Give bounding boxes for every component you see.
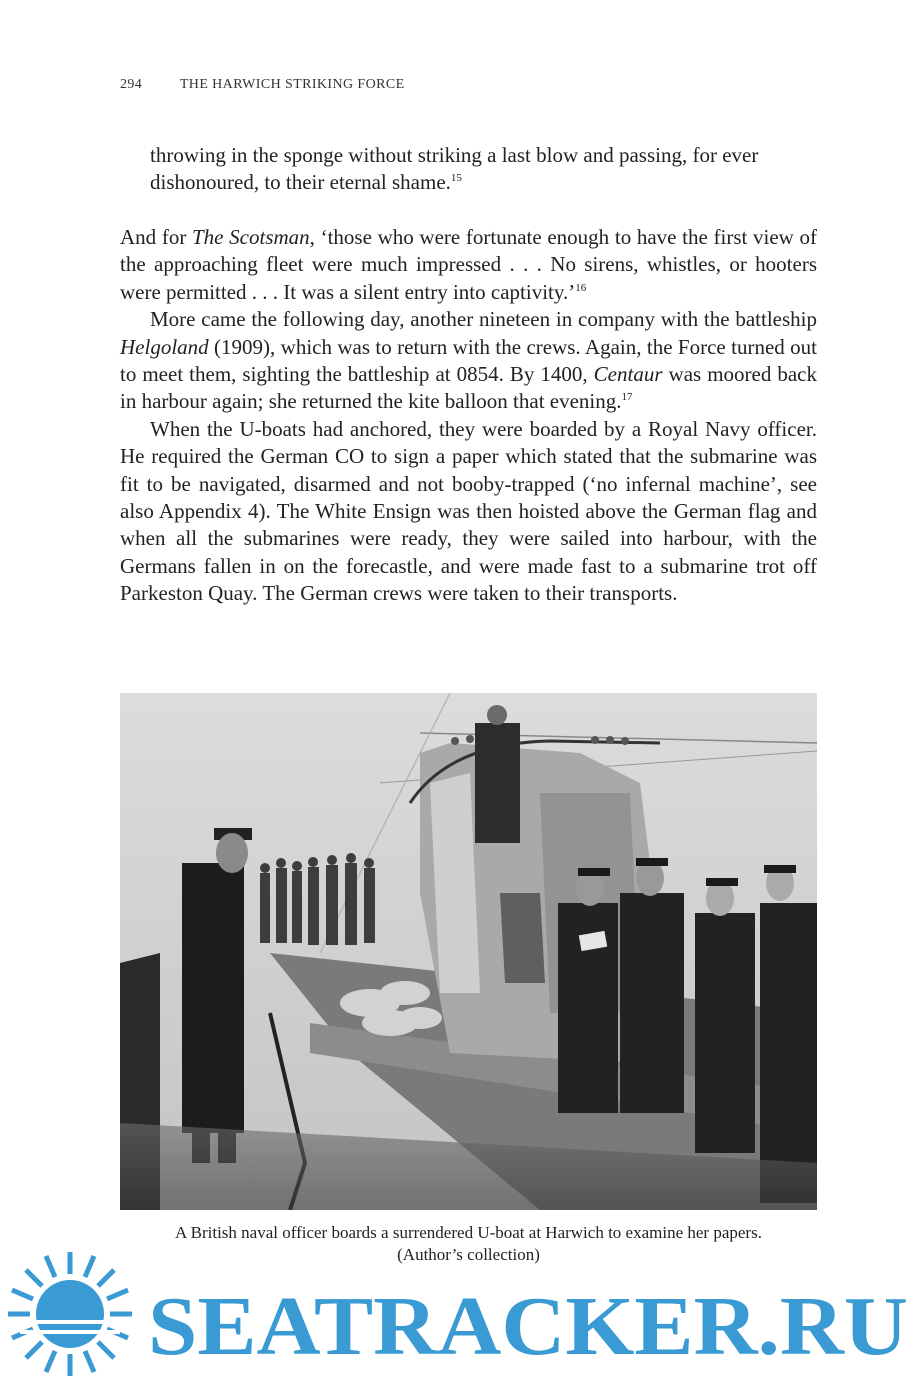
paragraph-1-text-a: And for <box>120 225 192 249</box>
uboat-photograph <box>120 693 817 1210</box>
footnote-ref-16[interactable]: 16 <box>575 281 587 294</box>
running-head <box>120 77 405 93</box>
footnote-ref-15[interactable]: 15 <box>450 172 462 185</box>
running-title: THE HARWICH STRIKING FORCE <box>179 77 405 92</box>
body-text <box>120 224 817 608</box>
paragraph-2-text-c: (1909), which was to return with the crews. Again, the Force turned out to meet them, sighting the battleship at 0854. By 1400, <box>120 334 817 387</box>
paragraph-2-text-e: was moored back in harbour again; she returned the kite balloon that evening. <box>120 362 818 414</box>
paragraph-1-text-c: , ‘those who were fortunate enough to have the first view of the approaching fleet were much impressed . . . No sirens, whistles, or hooters were permitted . . . It was a silent entry into captivity.’ <box>120 225 817 304</box>
paragraph-2 <box>120 306 817 416</box>
ship-name-helgoland: Helgoland <box>120 334 209 359</box>
caption-line-1: A British naval officer boards a surrendered U-boat at Harwich to examine her papers. <box>175 1223 762 1242</box>
block-quote <box>150 142 790 197</box>
photo-illustration <box>120 693 817 1210</box>
watermark <box>0 1248 923 1385</box>
watermark-graphic <box>0 1248 923 1385</box>
paragraph-3: When the U-boats had anchored, they were boarded by a Royal Navy officer. He required the German CO to sign a paper which stated that the submarine was fit to be navigated, disarmed and not booby-trapped (‘no infernal machine’, see also Appendix 4). The White Ensign was then hoisted above the German flag and when all the submarines were ready, they were sailed into harbour, with the Germans fallen in on the forecastle, and were made fast to a submarine trot off Parkeston Quay. The German crews were taken to their transports. <box>120 416 817 606</box>
newspaper-title: The Scotsman <box>192 225 310 249</box>
paragraph-1 <box>120 224 817 306</box>
watermark-text: SEATRACKER.RU <box>148 1280 908 1373</box>
caption-credit: (Author’s collection) <box>397 1245 540 1264</box>
paragraph-2-text-a: More came the following day, another nineteen in company with the battleship <box>150 307 817 332</box>
footnote-ref-17[interactable]: 17 <box>621 391 633 404</box>
ship-name-centaur: Centaur <box>593 362 663 387</box>
sun-icon <box>8 1252 132 1376</box>
quote-text: throwing in the sponge without striking a last blow and passing, for ever dishonoured, to their eternal shame. <box>150 143 759 195</box>
page-number: 294 <box>120 77 143 92</box>
